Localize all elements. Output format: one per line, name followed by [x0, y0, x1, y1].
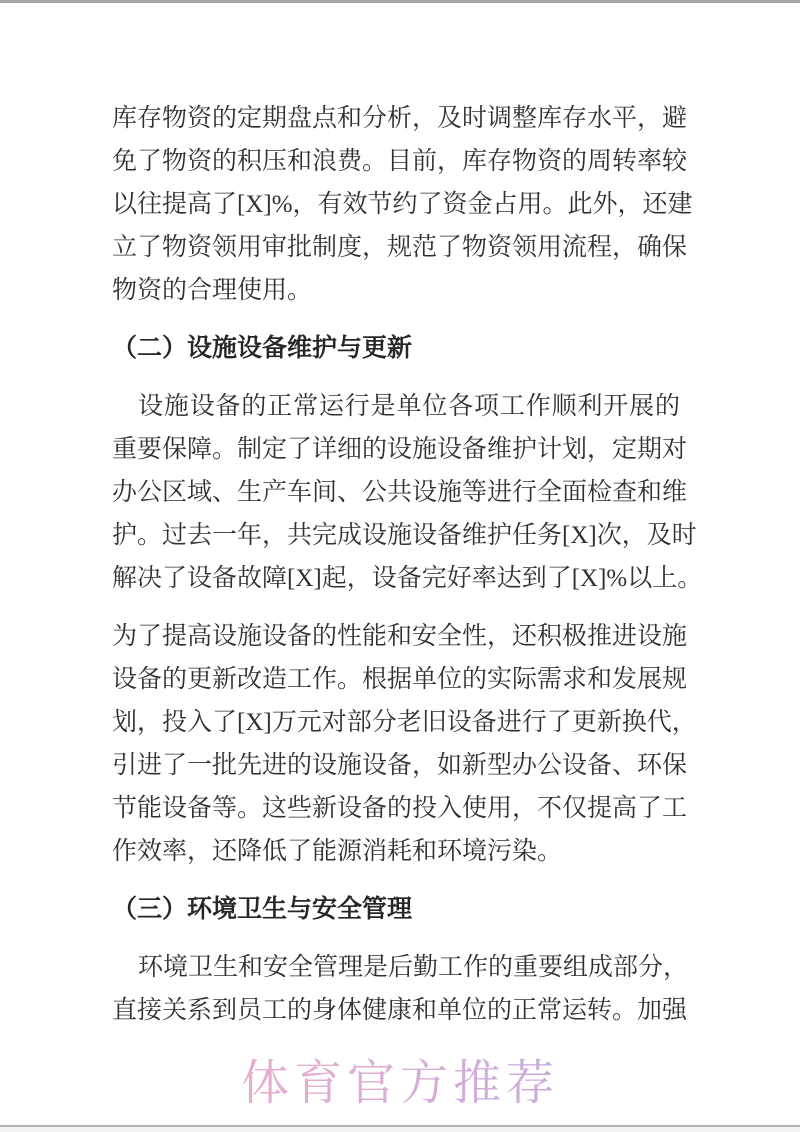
body-text-line: 以往提高了[X]%，有效节约了资金占用。此外，还建 — [112, 191, 693, 218]
body-text-line: 引进了一批先进的设施设备，如新型办公设备、环保 — [112, 752, 688, 779]
watermark-text: 体育官方推荐 — [0, 1052, 800, 1116]
page-bottom-margin — [0, 1127, 800, 1132]
section-heading: （三）环境卫生与安全管理 — [112, 896, 413, 923]
body-text-line: 护。过去一年，共完成设施设备维护任务[X]次，及时 — [112, 522, 697, 549]
body-text-line: 直接关系到员工的身体健康和单位的正常运转。加强 — [112, 997, 688, 1024]
body-text-line: 免了物资的积压和浪费。目前，库存物资的周转率较 — [112, 148, 688, 175]
paragraph — [112, 385, 703, 600]
body-text-line: 立了物资领用审批制度，规范了物资领用流程，确保 — [112, 234, 688, 261]
body-text-line: 解决了设备故障[X]起，设备完好率达到了[X]%以上。 — [112, 565, 703, 592]
body-text-line: 重要保障。制定了详细的设施设备维护计划，定期对 — [112, 436, 688, 463]
body-text-line: 设备的更新改造工作。根据单位的实际需求和发展规 — [112, 666, 688, 693]
paragraph — [112, 97, 693, 312]
page-top-edge — [0, 0, 800, 3]
paragraph — [112, 615, 697, 873]
body-text-line: 为了提高设施设备的性能和安全性，还积极推进设施 — [112, 623, 688, 650]
body-text-line: 作效率，还降低了能源消耗和环境污染。 — [112, 838, 563, 865]
body-text-line: 设施设备的正常运行是单位各项工作顺利开展的 — [138, 393, 680, 420]
body-text-line: 划，投入了[X]万元对部分老旧设备进行了更新换代， — [112, 709, 697, 736]
document-page — [112, 97, 703, 1047]
section-heading: （二）设施设备维护与更新 — [112, 335, 413, 362]
body-text-line: 物资的合理使用。 — [112, 277, 313, 304]
paragraph — [112, 946, 689, 1032]
body-text-line: 库存物资的定期盘点和分析，及时调整库存水平，避 — [112, 105, 688, 132]
body-text-line: 节能设备等。这些新设备的投入使用，不仅提高了工 — [112, 795, 688, 822]
body-text-line: 办公区域、生产车间、公共设施等进行全面检查和维 — [112, 479, 688, 506]
body-text-line: 环境卫生和安全管理是后勤工作的重要组成部分， — [138, 954, 689, 981]
